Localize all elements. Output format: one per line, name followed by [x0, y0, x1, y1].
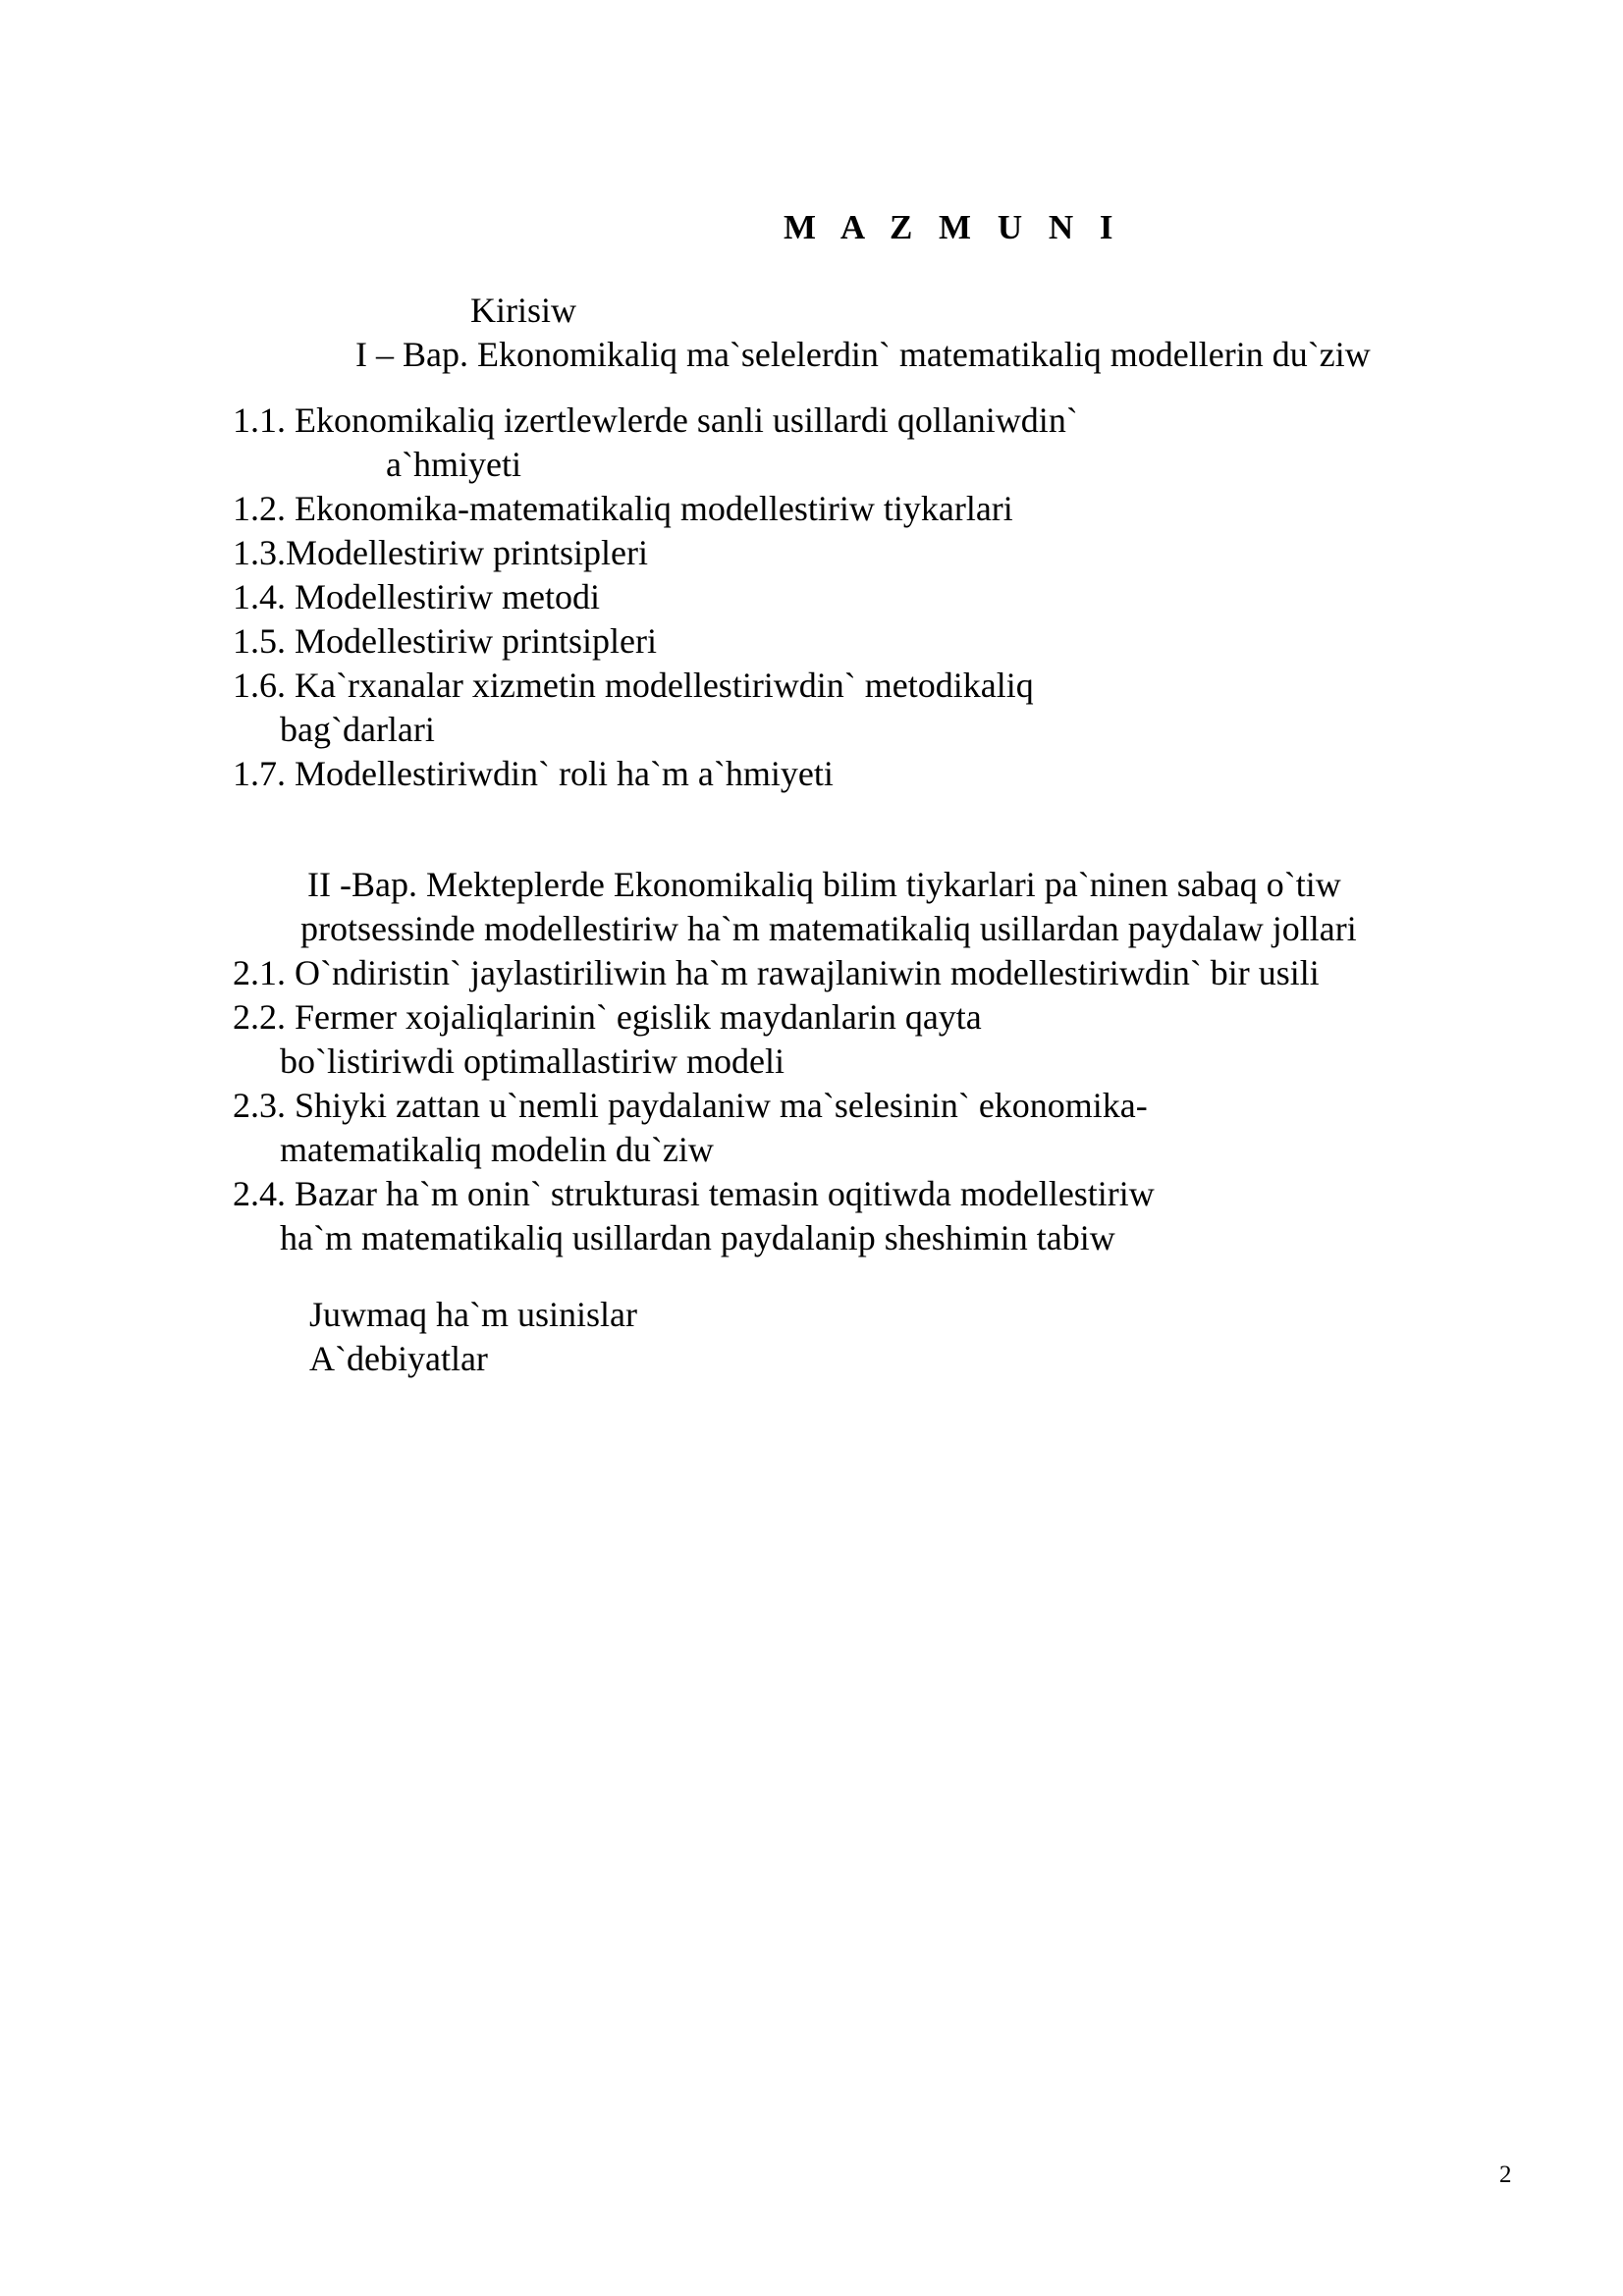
page-number: 2	[1499, 2162, 1512, 2188]
toc-item-2-4: 2.4. Bazar ha`m onin` strukturasi temasin oqitiwda modellestiriw	[233, 1174, 1155, 1213]
toc-item-1-4: 1.4. Modellestiriw metodi	[233, 577, 600, 616]
toc-chapter2-heading-continued: protsessinde modellestiriw ha`m matematikaliq usillardan paydalaw jollari	[300, 909, 1357, 948]
toc-item-2-3-continued: matematikaliq modelin du`ziw	[280, 1130, 714, 1169]
toc-item-1-2: 1.2. Ekonomika-matematikaliq modellestiriw tiykarlari	[233, 489, 1013, 528]
toc-conclusion: Juwmaq ha`m usinislar	[309, 1295, 637, 1334]
toc-item-1-6: 1.6. Ka`rxanalar xizmetin modellestiriwdin` metodikaliq	[233, 666, 1034, 705]
toc-item-2-2: 2.2. Fermer xojaliqlarinin` egislik maydanlarin qayta	[233, 997, 982, 1037]
toc-item-1-3: 1.3.Modellestiriw printsipleri	[233, 533, 648, 572]
toc-item-1-5: 1.5. Modellestiriw printsipleri	[233, 621, 657, 661]
toc-references: A`debiyatlar	[309, 1339, 488, 1378]
toc-item-2-4-continued: ha`m matematikaliq usillardan paydalanip sheshimin tabiw	[280, 1218, 1115, 1257]
toc-item-1-7: 1.7. Modellestiriwdin` roli ha`m a`hmiyeti	[233, 754, 834, 793]
toc-item-1-6-continued: bag`darlari	[280, 710, 435, 749]
toc-chapter1-heading: I – Bap. Ekonomikaliq ma`selelerdin` matematikaliq modellerin du`ziw	[355, 335, 1371, 374]
toc-chapter2-heading: II -Bap. Mekteplerde Ekonomikaliq bilim tiykarlari pa`ninen sabaq o`tiw	[307, 865, 1341, 904]
toc-item-2-1: 2.1. O`ndiristin` jaylastiriliwin ha`m rawajlaniwin modellestiriwdin` bir usili	[233, 953, 1320, 992]
toc-item-2-3: 2.3. Shiyki zattan u`nemli paydalaniw ma`selesinin` ekonomika-	[233, 1086, 1148, 1125]
toc-item-1-1-continued: a`hmiyeti	[386, 445, 521, 484]
toc-item-2-2-continued: bo`listiriwdi optimallastiriw modeli	[280, 1041, 784, 1081]
page-title: M A Z M U N I	[784, 208, 1122, 246]
toc-introduction: Kirisiw	[470, 291, 576, 330]
toc-item-1-1: 1.1. Ekonomikaliq izertlewlerde sanli usillardi qollaniwdin`	[233, 400, 1078, 440]
